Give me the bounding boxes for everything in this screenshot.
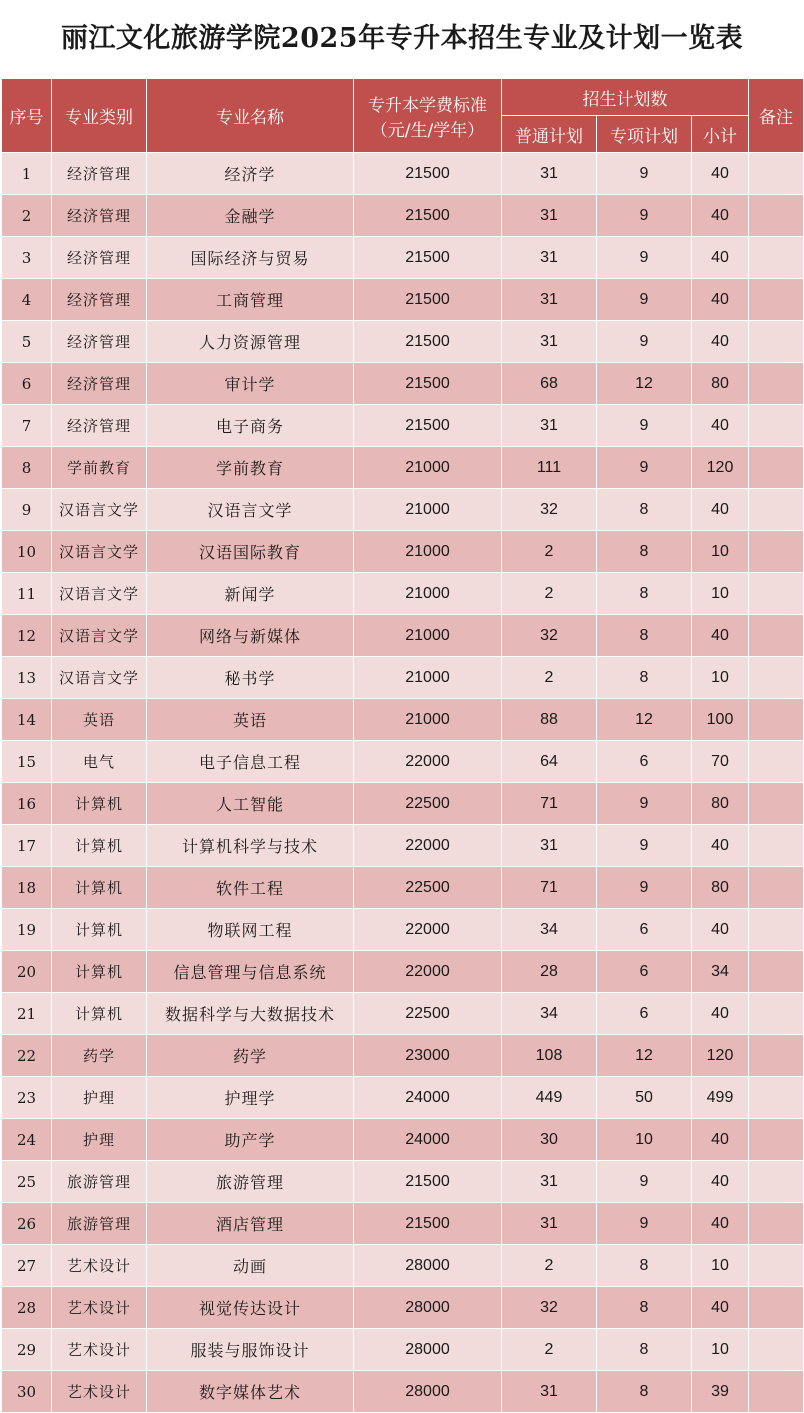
cell-major: 汉语言文学 bbox=[147, 489, 354, 531]
cell-fee: 22000 bbox=[354, 951, 502, 993]
cell-subtotal: 10 bbox=[692, 1245, 749, 1287]
table-row bbox=[2, 951, 804, 993]
cell-index: 14 bbox=[2, 699, 52, 741]
cell-fee: 21000 bbox=[354, 573, 502, 615]
cell-special: 9 bbox=[597, 825, 692, 867]
cell-regular: 32 bbox=[502, 615, 597, 657]
table-body bbox=[2, 153, 804, 1413]
table-row bbox=[2, 993, 804, 1035]
header-special: 专项计划 bbox=[597, 116, 692, 153]
cell-fee: 22000 bbox=[354, 909, 502, 951]
cell-notes bbox=[749, 153, 804, 195]
cell-special: 9 bbox=[597, 279, 692, 321]
cell-category: 计算机 bbox=[52, 867, 147, 909]
cell-major: 经济学 bbox=[147, 153, 354, 195]
page-title: 丽江文化旅游学院2025年专升本招生专业及计划一览表 bbox=[60, 23, 744, 54]
cell-special: 8 bbox=[597, 1245, 692, 1287]
cell-subtotal: 10 bbox=[692, 657, 749, 699]
cell-major: 金融学 bbox=[147, 195, 354, 237]
table-row bbox=[2, 1161, 804, 1203]
cell-notes bbox=[749, 447, 804, 489]
cell-special: 12 bbox=[597, 363, 692, 405]
cell-category: 药学 bbox=[52, 1035, 147, 1077]
table-row bbox=[2, 909, 804, 951]
cell-index: 6 bbox=[2, 363, 52, 405]
cell-major: 人工智能 bbox=[147, 783, 354, 825]
cell-regular: 30 bbox=[502, 1119, 597, 1161]
cell-fee: 21500 bbox=[354, 1161, 502, 1203]
cell-fee: 21000 bbox=[354, 699, 502, 741]
table-row bbox=[2, 783, 804, 825]
cell-major: 服装与服饰设计 bbox=[147, 1329, 354, 1371]
cell-notes bbox=[749, 1161, 804, 1203]
cell-major: 软件工程 bbox=[147, 867, 354, 909]
cell-regular: 449 bbox=[502, 1077, 597, 1119]
cell-special: 9 bbox=[597, 321, 692, 363]
table-row bbox=[2, 489, 804, 531]
cell-index: 28 bbox=[2, 1287, 52, 1329]
cell-fee: 28000 bbox=[354, 1245, 502, 1287]
cell-index: 26 bbox=[2, 1203, 52, 1245]
table-row bbox=[2, 195, 804, 237]
cell-category: 汉语言文学 bbox=[52, 657, 147, 699]
cell-special: 9 bbox=[597, 1203, 692, 1245]
table-row bbox=[2, 321, 804, 363]
cell-category: 英语 bbox=[52, 699, 147, 741]
cell-subtotal: 40 bbox=[692, 1119, 749, 1161]
cell-fee: 22500 bbox=[354, 867, 502, 909]
cell-special: 9 bbox=[597, 447, 692, 489]
cell-category: 经济管理 bbox=[52, 195, 147, 237]
header-major: 专业名称 bbox=[147, 79, 354, 153]
cell-regular: 31 bbox=[502, 1203, 597, 1245]
cell-fee: 22500 bbox=[354, 993, 502, 1035]
cell-notes bbox=[749, 951, 804, 993]
header-fee-line2: （元/生/学年） bbox=[370, 120, 485, 141]
cell-subtotal: 40 bbox=[692, 153, 749, 195]
cell-special: 12 bbox=[597, 1035, 692, 1077]
cell-category: 经济管理 bbox=[52, 279, 147, 321]
cell-index: 2 bbox=[2, 195, 52, 237]
table-row bbox=[2, 825, 804, 867]
cell-notes bbox=[749, 1077, 804, 1119]
cell-index: 13 bbox=[2, 657, 52, 699]
table-row bbox=[2, 447, 804, 489]
cell-subtotal: 10 bbox=[692, 1329, 749, 1371]
cell-regular: 31 bbox=[502, 825, 597, 867]
cell-index: 19 bbox=[2, 909, 52, 951]
cell-regular: 108 bbox=[502, 1035, 597, 1077]
cell-regular: 31 bbox=[502, 1371, 597, 1413]
cell-fee: 21500 bbox=[354, 195, 502, 237]
cell-index: 4 bbox=[2, 279, 52, 321]
cell-special: 6 bbox=[597, 741, 692, 783]
cell-fee: 21000 bbox=[354, 447, 502, 489]
table-row bbox=[2, 699, 804, 741]
cell-notes bbox=[749, 405, 804, 447]
table-row bbox=[2, 573, 804, 615]
cell-subtotal: 39 bbox=[692, 1371, 749, 1413]
header-fee bbox=[354, 79, 502, 153]
cell-major: 学前教育 bbox=[147, 447, 354, 489]
header-subtotal: 小计 bbox=[692, 116, 749, 153]
cell-notes bbox=[749, 321, 804, 363]
cell-subtotal: 10 bbox=[692, 573, 749, 615]
cell-special: 8 bbox=[597, 531, 692, 573]
cell-regular: 68 bbox=[502, 363, 597, 405]
table-row bbox=[2, 1203, 804, 1245]
cell-notes bbox=[749, 573, 804, 615]
header-fee-line1: 专升本学费标准 bbox=[368, 95, 487, 116]
cell-notes bbox=[749, 489, 804, 531]
cell-fee: 21500 bbox=[354, 279, 502, 321]
table-row bbox=[2, 1329, 804, 1371]
cell-index: 10 bbox=[2, 531, 52, 573]
cell-notes bbox=[749, 1371, 804, 1413]
cell-category: 护理 bbox=[52, 1119, 147, 1161]
cell-major: 药学 bbox=[147, 1035, 354, 1077]
cell-special: 9 bbox=[597, 867, 692, 909]
cell-major: 酒店管理 bbox=[147, 1203, 354, 1245]
cell-regular: 34 bbox=[502, 993, 597, 1035]
cell-subtotal: 40 bbox=[692, 405, 749, 447]
cell-notes bbox=[749, 1287, 804, 1329]
table-row bbox=[2, 1077, 804, 1119]
cell-category: 计算机 bbox=[52, 993, 147, 1035]
cell-category: 计算机 bbox=[52, 909, 147, 951]
cell-notes bbox=[749, 195, 804, 237]
cell-regular: 31 bbox=[502, 279, 597, 321]
cell-category: 艺术设计 bbox=[52, 1329, 147, 1371]
cell-index: 8 bbox=[2, 447, 52, 489]
cell-regular: 64 bbox=[502, 741, 597, 783]
cell-special: 50 bbox=[597, 1077, 692, 1119]
cell-fee: 22500 bbox=[354, 783, 502, 825]
cell-notes bbox=[749, 615, 804, 657]
cell-special: 9 bbox=[597, 405, 692, 447]
cell-category: 艺术设计 bbox=[52, 1245, 147, 1287]
cell-notes bbox=[749, 1203, 804, 1245]
header-regular: 普通计划 bbox=[502, 116, 597, 153]
table-row bbox=[2, 1287, 804, 1329]
cell-index: 30 bbox=[2, 1371, 52, 1413]
cell-subtotal: 80 bbox=[692, 363, 749, 405]
cell-major: 电子信息工程 bbox=[147, 741, 354, 783]
cell-fee: 21500 bbox=[354, 153, 502, 195]
cell-regular: 32 bbox=[502, 489, 597, 531]
cell-index: 18 bbox=[2, 867, 52, 909]
cell-fee: 21000 bbox=[354, 657, 502, 699]
cell-major: 新闻学 bbox=[147, 573, 354, 615]
cell-fee: 24000 bbox=[354, 1077, 502, 1119]
cell-index: 12 bbox=[2, 615, 52, 657]
cell-subtotal: 499 bbox=[692, 1077, 749, 1119]
cell-category: 经济管理 bbox=[52, 405, 147, 447]
cell-index: 27 bbox=[2, 1245, 52, 1287]
cell-subtotal: 40 bbox=[692, 1203, 749, 1245]
cell-fee: 22000 bbox=[354, 825, 502, 867]
cell-notes bbox=[749, 1119, 804, 1161]
cell-major: 数据科学与大数据技术 bbox=[147, 993, 354, 1035]
cell-regular: 34 bbox=[502, 909, 597, 951]
cell-category: 经济管理 bbox=[52, 363, 147, 405]
cell-major: 秘书学 bbox=[147, 657, 354, 699]
cell-special: 8 bbox=[597, 1287, 692, 1329]
table-row bbox=[2, 1371, 804, 1413]
cell-category: 汉语言文学 bbox=[52, 615, 147, 657]
cell-subtotal: 40 bbox=[692, 825, 749, 867]
cell-major: 工商管理 bbox=[147, 279, 354, 321]
cell-major: 数字媒体艺术 bbox=[147, 1371, 354, 1413]
cell-special: 9 bbox=[597, 195, 692, 237]
cell-special: 9 bbox=[597, 783, 692, 825]
cell-category: 汉语言文学 bbox=[52, 573, 147, 615]
header-plan-group: 招生计划数 bbox=[502, 79, 749, 116]
cell-subtotal: 120 bbox=[692, 1035, 749, 1077]
cell-fee: 28000 bbox=[354, 1329, 502, 1371]
header-index: 序号 bbox=[2, 79, 52, 153]
cell-subtotal: 40 bbox=[692, 1287, 749, 1329]
cell-category: 汉语言文学 bbox=[52, 489, 147, 531]
cell-regular: 88 bbox=[502, 699, 597, 741]
table-row bbox=[2, 279, 804, 321]
cell-notes bbox=[749, 1329, 804, 1371]
cell-regular: 111 bbox=[502, 447, 597, 489]
cell-regular: 2 bbox=[502, 1329, 597, 1371]
cell-subtotal: 40 bbox=[692, 237, 749, 279]
table-row bbox=[2, 1035, 804, 1077]
cell-category: 旅游管理 bbox=[52, 1161, 147, 1203]
cell-subtotal: 40 bbox=[692, 279, 749, 321]
cell-major: 英语 bbox=[147, 699, 354, 741]
cell-category: 电气 bbox=[52, 741, 147, 783]
cell-category: 艺术设计 bbox=[52, 1287, 147, 1329]
cell-category: 学前教育 bbox=[52, 447, 147, 489]
cell-regular: 31 bbox=[502, 195, 597, 237]
cell-special: 8 bbox=[597, 1329, 692, 1371]
cell-major: 视觉传达设计 bbox=[147, 1287, 354, 1329]
cell-subtotal: 40 bbox=[692, 993, 749, 1035]
cell-major: 助产学 bbox=[147, 1119, 354, 1161]
cell-subtotal: 70 bbox=[692, 741, 749, 783]
table-row bbox=[2, 405, 804, 447]
cell-notes bbox=[749, 867, 804, 909]
table-row bbox=[2, 153, 804, 195]
cell-fee: 21500 bbox=[354, 405, 502, 447]
cell-major: 人力资源管理 bbox=[147, 321, 354, 363]
cell-index: 1 bbox=[2, 153, 52, 195]
cell-notes bbox=[749, 741, 804, 783]
cell-index: 23 bbox=[2, 1077, 52, 1119]
cell-subtotal: 40 bbox=[692, 321, 749, 363]
cell-notes bbox=[749, 363, 804, 405]
cell-category: 艺术设计 bbox=[52, 1371, 147, 1413]
cell-notes bbox=[749, 783, 804, 825]
cell-fee: 21000 bbox=[354, 615, 502, 657]
cell-index: 20 bbox=[2, 951, 52, 993]
cell-regular: 2 bbox=[502, 573, 597, 615]
cell-category: 计算机 bbox=[52, 951, 147, 993]
cell-fee: 23000 bbox=[354, 1035, 502, 1077]
cell-notes bbox=[749, 279, 804, 321]
cell-major: 物联网工程 bbox=[147, 909, 354, 951]
cell-index: 5 bbox=[2, 321, 52, 363]
cell-special: 8 bbox=[597, 657, 692, 699]
cell-category: 经济管理 bbox=[52, 321, 147, 363]
cell-notes bbox=[749, 699, 804, 741]
cell-fee: 21500 bbox=[354, 1203, 502, 1245]
cell-index: 15 bbox=[2, 741, 52, 783]
cell-major: 旅游管理 bbox=[147, 1161, 354, 1203]
cell-regular: 31 bbox=[502, 1161, 597, 1203]
cell-special: 8 bbox=[597, 615, 692, 657]
cell-regular: 31 bbox=[502, 153, 597, 195]
cell-regular: 2 bbox=[502, 657, 597, 699]
table-row bbox=[2, 1245, 804, 1287]
cell-special: 10 bbox=[597, 1119, 692, 1161]
cell-notes bbox=[749, 1035, 804, 1077]
cell-category: 护理 bbox=[52, 1077, 147, 1119]
cell-special: 9 bbox=[597, 153, 692, 195]
cell-subtotal: 120 bbox=[692, 447, 749, 489]
cell-special: 8 bbox=[597, 489, 692, 531]
cell-major: 护理学 bbox=[147, 1077, 354, 1119]
cell-fee: 21000 bbox=[354, 531, 502, 573]
cell-index: 24 bbox=[2, 1119, 52, 1161]
cell-regular: 2 bbox=[502, 1245, 597, 1287]
cell-notes bbox=[749, 825, 804, 867]
cell-major: 计算机科学与技术 bbox=[147, 825, 354, 867]
cell-fee: 28000 bbox=[354, 1287, 502, 1329]
cell-category: 经济管理 bbox=[52, 237, 147, 279]
cell-category: 经济管理 bbox=[52, 153, 147, 195]
cell-special: 9 bbox=[597, 237, 692, 279]
table-header bbox=[2, 79, 804, 153]
cell-index: 22 bbox=[2, 1035, 52, 1077]
cell-subtotal: 100 bbox=[692, 699, 749, 741]
cell-special: 9 bbox=[597, 1161, 692, 1203]
cell-major: 电子商务 bbox=[147, 405, 354, 447]
enrollment-table bbox=[1, 78, 804, 1413]
cell-major: 信息管理与信息系统 bbox=[147, 951, 354, 993]
cell-index: 25 bbox=[2, 1161, 52, 1203]
cell-notes bbox=[749, 237, 804, 279]
cell-regular: 2 bbox=[502, 531, 597, 573]
cell-subtotal: 80 bbox=[692, 867, 749, 909]
cell-index: 7 bbox=[2, 405, 52, 447]
cell-regular: 71 bbox=[502, 867, 597, 909]
cell-notes bbox=[749, 909, 804, 951]
cell-subtotal: 10 bbox=[692, 531, 749, 573]
cell-category: 旅游管理 bbox=[52, 1203, 147, 1245]
cell-special: 6 bbox=[597, 951, 692, 993]
cell-fee: 21500 bbox=[354, 363, 502, 405]
cell-subtotal: 80 bbox=[692, 783, 749, 825]
cell-special: 8 bbox=[597, 1371, 692, 1413]
table-row bbox=[2, 741, 804, 783]
cell-fee: 21500 bbox=[354, 321, 502, 363]
cell-regular: 31 bbox=[502, 321, 597, 363]
cell-subtotal: 40 bbox=[692, 195, 749, 237]
cell-special: 8 bbox=[597, 573, 692, 615]
cell-regular: 28 bbox=[502, 951, 597, 993]
cell-major: 动画 bbox=[147, 1245, 354, 1287]
cell-major: 网络与新媒体 bbox=[147, 615, 354, 657]
header-notes: 备注 bbox=[749, 79, 804, 153]
cell-index: 16 bbox=[2, 783, 52, 825]
cell-regular: 31 bbox=[502, 237, 597, 279]
cell-subtotal: 40 bbox=[692, 489, 749, 531]
cell-notes bbox=[749, 1245, 804, 1287]
cell-fee: 24000 bbox=[354, 1119, 502, 1161]
cell-notes bbox=[749, 657, 804, 699]
cell-fee: 21000 bbox=[354, 489, 502, 531]
cell-index: 29 bbox=[2, 1329, 52, 1371]
cell-category: 计算机 bbox=[52, 825, 147, 867]
cell-fee: 28000 bbox=[354, 1371, 502, 1413]
cell-regular: 31 bbox=[502, 405, 597, 447]
cell-index: 9 bbox=[2, 489, 52, 531]
cell-regular: 71 bbox=[502, 783, 597, 825]
cell-category: 汉语言文学 bbox=[52, 531, 147, 573]
table-row bbox=[2, 363, 804, 405]
cell-notes bbox=[749, 993, 804, 1035]
cell-fee: 21500 bbox=[354, 237, 502, 279]
cell-subtotal: 40 bbox=[692, 615, 749, 657]
cell-major: 审计学 bbox=[147, 363, 354, 405]
cell-index: 21 bbox=[2, 993, 52, 1035]
table-row bbox=[2, 867, 804, 909]
cell-index: 17 bbox=[2, 825, 52, 867]
cell-fee: 22000 bbox=[354, 741, 502, 783]
cell-index: 11 bbox=[2, 573, 52, 615]
table-row bbox=[2, 1119, 804, 1161]
cell-major: 国际经济与贸易 bbox=[147, 237, 354, 279]
cell-regular: 32 bbox=[502, 1287, 597, 1329]
table-row bbox=[2, 531, 804, 573]
cell-subtotal: 40 bbox=[692, 909, 749, 951]
cell-special: 12 bbox=[597, 699, 692, 741]
header-category: 专业类别 bbox=[52, 79, 147, 153]
cell-category: 计算机 bbox=[52, 783, 147, 825]
cell-index: 3 bbox=[2, 237, 52, 279]
table-row bbox=[2, 657, 804, 699]
cell-major: 汉语国际教育 bbox=[147, 531, 354, 573]
cell-special: 6 bbox=[597, 993, 692, 1035]
table-row bbox=[2, 615, 804, 657]
cell-notes bbox=[749, 531, 804, 573]
table-row bbox=[2, 237, 804, 279]
cell-subtotal: 34 bbox=[692, 951, 749, 993]
cell-special: 6 bbox=[597, 909, 692, 951]
cell-subtotal: 40 bbox=[692, 1161, 749, 1203]
